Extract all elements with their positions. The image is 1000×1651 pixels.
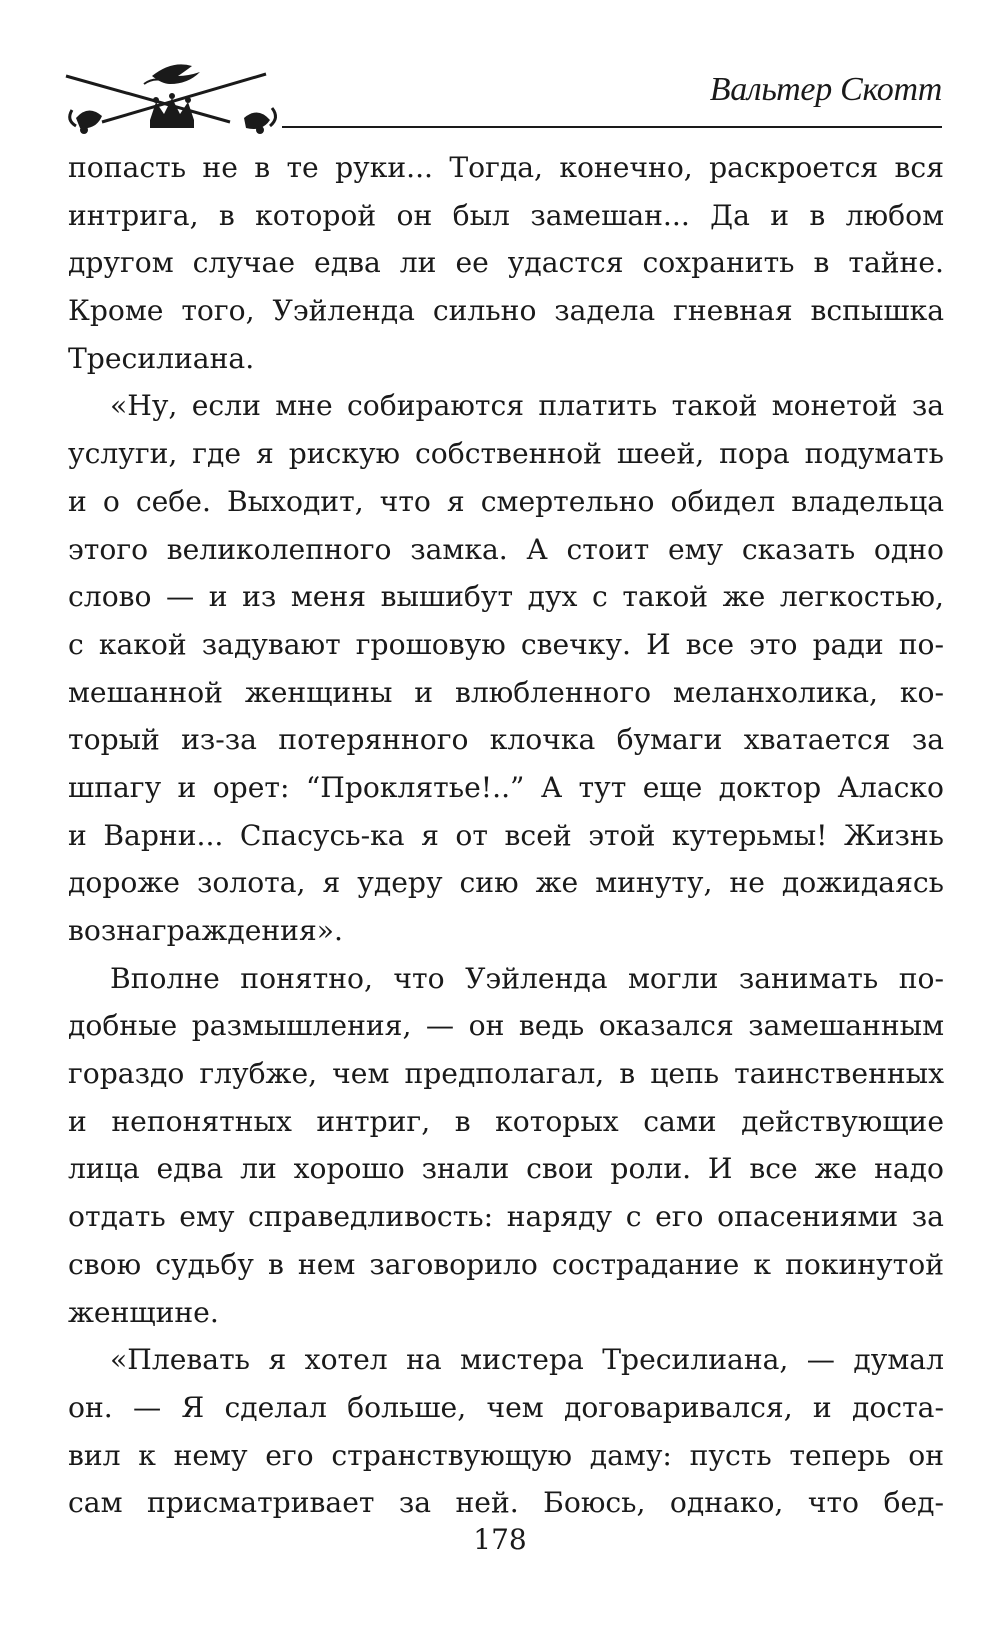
text-line: отдать ему справедливость: наряду с его опасениями за — [68, 1200, 944, 1234]
text-line: дороже золота, я удеру сию же минуту, не дожидаясь — [68, 866, 944, 900]
header-rule — [282, 126, 942, 128]
text-line: этого великолепного замка. А стоит ему сказать одно — [68, 532, 944, 566]
text-line: лица едва ли хорошо знали свои роли. И все же надо — [68, 1152, 944, 1186]
text-line: Вполне понятно, что Уэйленда могли занимать по- — [110, 961, 944, 995]
text-line: торый из-за потерянного клочка бумаги хватается за — [68, 723, 944, 757]
text-line: и непонятных интриг, в которых сами действующие — [68, 1104, 944, 1138]
text-line: интрига, в которой он был замешан... Да и в любом — [68, 198, 944, 232]
text-line: сам присматривает за ней. Боюсь, однако, что бед- — [68, 1486, 944, 1520]
text-line: «Плевать я хотел на мистера Тресилиана, — думал — [110, 1343, 944, 1377]
text-line: вил к нему его странствующую даму: пусть теперь он — [68, 1438, 944, 1472]
text-line: гораздо глубже, чем предполагал, в цепь таинственных — [68, 1057, 944, 1091]
text-line: услуги, где я рискую собственной шеей, пора подумать — [68, 437, 944, 471]
text-line: он. — Я сделал больше, чем договаривался, и доста- — [68, 1390, 944, 1424]
text-line: Кроме того, Уэйленда сильно задела гневная вспышка — [68, 294, 944, 328]
text-line: мешанной женщины и влюбленного меланхолика, ко- — [68, 675, 944, 709]
text-line: и Варни... Спасусь-ка я от всей этой кутерьмы! Жизнь — [68, 818, 944, 852]
text-line: другом случае едва ли ее удастся сохранить в тайне. — [68, 246, 944, 280]
crossed-swords-eagle-crown-icon — [62, 58, 284, 140]
text-line: с какой задувают грошовую свечку. И все это ради по- — [68, 627, 944, 661]
text-line: «Ну, если мне собираются платить такой монетой за — [110, 389, 944, 423]
text-line: слово — и из меня вышибут дух с такой же легкостью, — [68, 580, 944, 614]
text-line: добные размышления, — он ведь оказался замешанным — [68, 1009, 944, 1043]
text-line: Тресилиана. — [68, 341, 255, 375]
text-line: свою судьбу в нем заговорило сострадание к покинутой — [68, 1247, 944, 1281]
running-head: Вальтер Скотт — [709, 71, 942, 108]
text-line: женщине. — [68, 1295, 219, 1329]
text-line: и о себе. Выходит, что я смертельно обидел владельца — [68, 484, 944, 518]
page-number: 178 — [473, 1523, 527, 1556]
text-line: шпагу и орет: “Проклятье!..” А тут еще доктор Аласко — [68, 770, 944, 804]
text-line: попасть не в те руки... Тогда, конечно, раскроется вся — [68, 151, 944, 184]
text-line: вознаграждения». — [68, 914, 343, 947]
body-text — [68, 144, 944, 1527]
